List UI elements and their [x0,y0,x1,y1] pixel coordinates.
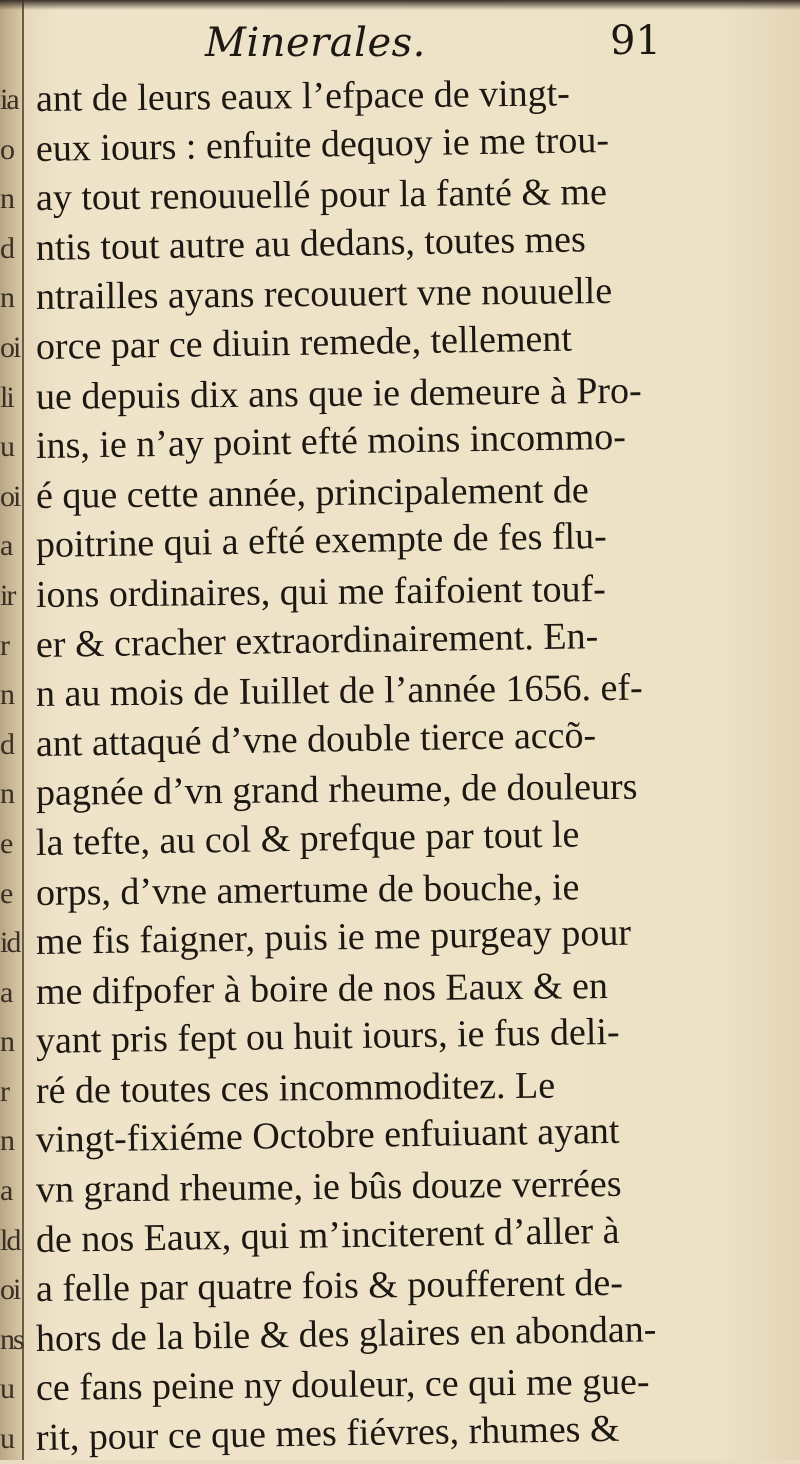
text-line: ant de leurs eaux l’efpace de vingt- [35,72,571,120]
text-line: ue depuis dix ans que ie demeure à Pro- [35,369,642,418]
text-line: de nos Eaux, qui m’inciterent d’aller à [35,1209,620,1261]
text-line: la tefte, au col & prefque par tout le [35,813,580,864]
margin-fragment: e [0,826,12,860]
text-line: er & cracher extraordinairement. En- [35,614,599,666]
margin-fragment: n [0,281,13,315]
facing-page-bleed [0,75,30,1464]
margin-fragment: n [0,678,13,712]
text-line: ins, ie n’ay point efté moins incommo- [35,415,627,468]
margin-fragment: a [0,975,12,1009]
margin-fragment: id [0,926,20,960]
margin-fragment: a [0,529,12,563]
text-line: rit, pour ce que mes fiévres, rhumes & [35,1407,620,1460]
text-line: poitrine qui a efté exempte de fes flu- [35,515,608,567]
text-line: vn grand rheume, ie bûs douze verrées [35,1162,622,1212]
text-line: pagnée d’vn grand rheume, de douleurs [35,766,638,815]
text-line: ntis tout autre au dedans, toutes mes [35,218,587,269]
margin-fragment: n [0,777,13,811]
body-text [35,72,706,1464]
text-line: orce par ce diuin remede, tellement [35,317,573,368]
margin-fragment: n [0,1124,13,1158]
margin-fragment: e [0,876,12,910]
margin-fragment: ia [0,83,18,116]
page-number: 91 [610,18,661,64]
text-line: é que cette année, principalement de [35,468,590,517]
text-line: ntrailles ayans recouuert vne nouuelle [35,270,613,319]
margin-fragment: ns [0,1322,23,1356]
page-top-edge [0,0,800,10]
text-line: me difpofer à boire de nos Eaux & en [35,964,609,1013]
margin-fragment: oi [0,479,20,513]
text-line: a felle par quatre fois & poufferent de- [35,1262,624,1311]
text-line: orps, d’vne amertume de bouche, ie [35,865,580,914]
text-line: vingt-fixiéme Octobre enfuiuant ayant [35,1110,620,1162]
margin-fragment: u [0,1422,13,1456]
margin-fragment: n [0,1025,13,1059]
margin-fragment: u [0,430,13,464]
text-line: eux iours : enfuite dequoy ie me trou- [35,118,610,170]
text-line: ré de toutes ces incommoditez. Le [35,1064,556,1112]
text-line: ions ordinaires, qui me faifoient touf- [35,567,607,616]
text-line: hors de la bile & des glaires en abondan- [35,1308,657,1360]
text-line: n au mois de Iuillet de l’année 1656. ef- [35,666,643,716]
margin-fragment: oi [0,330,20,364]
margin-fragment: u [0,1372,13,1406]
running-title: Minerales. [205,20,426,66]
text-line: ant attaqué d’vne double tierce accõ- [35,713,597,765]
margin-fragment: o [0,132,13,166]
margin-fragment: r [0,628,8,662]
margin-fragment: n [0,182,13,216]
margin-fragment: d [0,727,13,761]
margin-fragment: a [0,1174,12,1208]
text-line: yant pris fept ou huit iours, ie fus deli- [35,1011,620,1063]
margin-fragment: ir [0,578,15,612]
text-line: ce fans peine ny douleur, ce qui me gue- [35,1361,650,1410]
margin-fragment: d [0,231,13,265]
margin-fragment: ld [0,1223,20,1257]
text-line: me fis faigner, puis ie me purgeay pour [35,911,632,964]
margin-fragment: li [0,380,13,414]
text-line: ay tout renouuellé pour la fanté & me [35,171,608,220]
margin-fragment: oi [0,1273,20,1307]
margin-fragment: r [0,1074,8,1108]
